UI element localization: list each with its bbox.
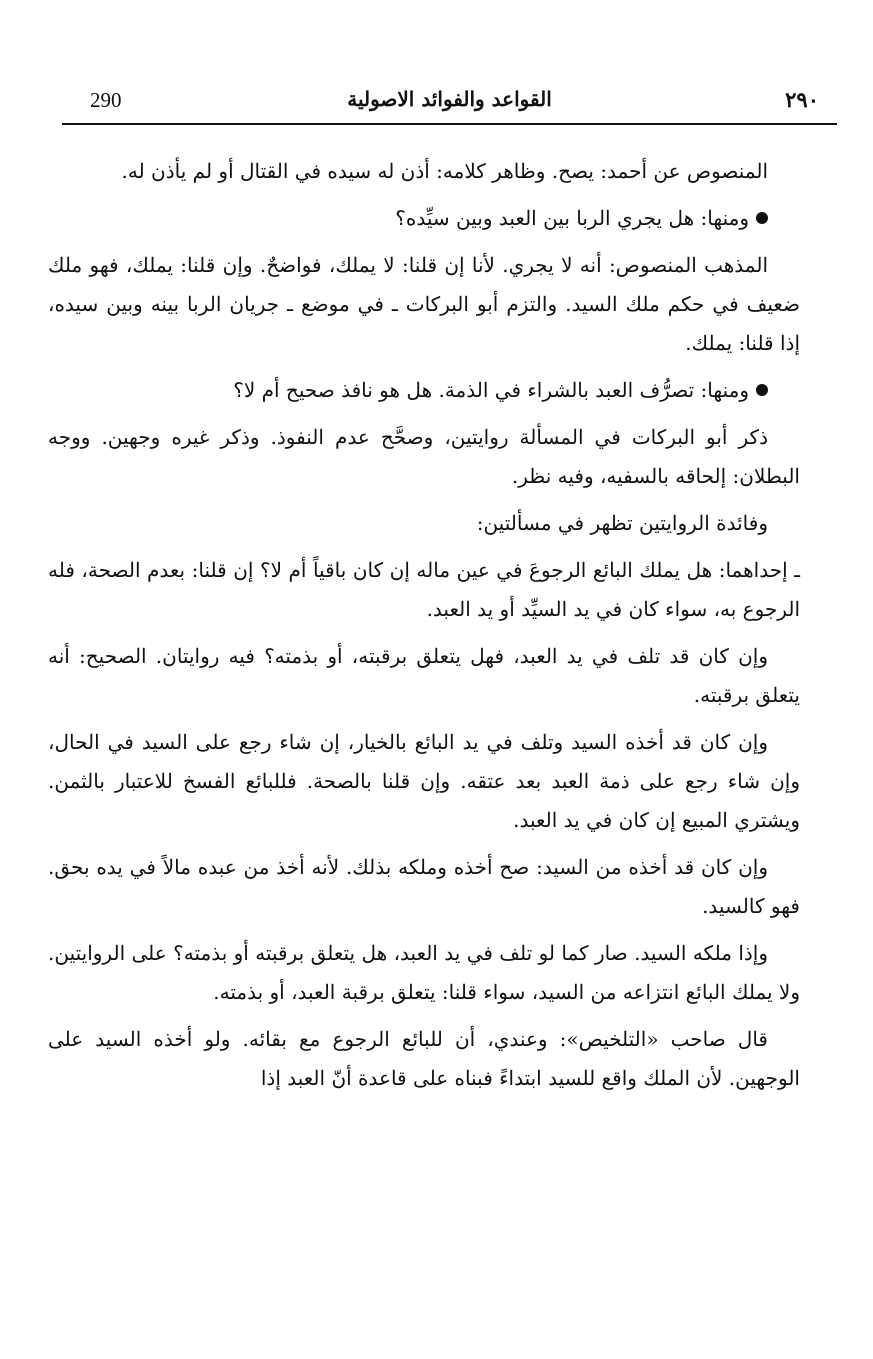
page-number-latin: 290 xyxy=(90,88,122,112)
bullet-paragraph: ومنها: تصرُّف العبد بالشراء في الذمة. هل هو نافذ صحيح أم لا؟ xyxy=(48,371,800,410)
paragraph: قال صاحب «التلخيص»: وعندي، أن للبائع الرجوع مع بقائه. ولو أخذه السيد على الوجهين. لأن الملك واقع للسيد ابتداءً فبناه على قاعدة أنّ العبد إذا xyxy=(48,1027,800,1090)
paragraph: وإن كان قد أخذه من السيد: صح أخذه وملكه بذلك. لأنه أخذ من عبده مالاً في يده بحق. فهو كالسيد. xyxy=(48,855,800,918)
header-rule xyxy=(62,123,837,125)
paragraph: المنصوص عن أحمد: يصح. وظاهر كلامه: أذن له سيده في القتال أو لم يأذن له. xyxy=(121,159,768,183)
running-title: القواعد والفوائد الاصولية xyxy=(347,87,552,111)
paragraph: وإن كان قد أخذه السيد وتلف في يد البائع بالخيار، إن شاء رجع على السيد في الحال، وإن شاء رجع على ذمة العبد بعد عتقه. وإن قلنا بالصحة. فللبائع الفسخ للاعتبار بالثمن. ويشتري المبيع إن كان في يد العبد. xyxy=(48,730,800,832)
page-header xyxy=(62,84,837,120)
paragraph: ذكر أبو البركات في المسألة روايتين، وصحَّح عدم النفوذ. وذكر غيره وجهين. ووجه البطلان: إلحاقه بالسفيه، وفيه نظر. xyxy=(48,425,800,488)
page-body xyxy=(48,152,800,1106)
bullet-icon xyxy=(756,384,768,396)
paragraph: وفائدة الروايتين تظهر في مسألتين: xyxy=(476,511,768,535)
bullet-icon xyxy=(756,212,768,224)
paragraph: وإذا ملكه السيد. صار كما لو تلف في يد العبد، هل يتعلق برقبته أو بذمته؟ على الروايتين. ولا يملك البائع انتزاعه من السيد، سواء قلنا: يتعلق برقبة العبد، أو بذمته. xyxy=(48,941,800,1004)
paragraph: وإن كان قد تلف في يد العبد، فهل يتعلق برقبته، أو بذمته؟ فيه روايتان. الصحيح: أنه يتعلق برقبته. xyxy=(48,644,800,707)
page-number-arabic: ٢٩٠ xyxy=(785,87,819,112)
paragraph: ـ إحداهما: هل يملك البائع الرجوعَ في عين ماله إن كان باقياً أم لا؟ إن قلنا: بعدم الصحة، فله الرجوع به، سواء كان في يد السيِّد أو يد العبد. xyxy=(48,558,800,621)
bullet-paragraph: ومنها: هل يجري الربا بين العبد وبين سيِّده؟ xyxy=(48,199,800,238)
paragraph: المذهب المنصوص: أنه لا يجري. لأنا إن قلنا: لا يملك، فواضحٌ. وإن قلنا: يملك، فهو ملك ضعيف في حكم ملك السيد. والتزم أبو البركات ـ في موضع ـ جريان الربا بينه وبين سيده، إذا قلنا: يملك. xyxy=(48,253,800,355)
